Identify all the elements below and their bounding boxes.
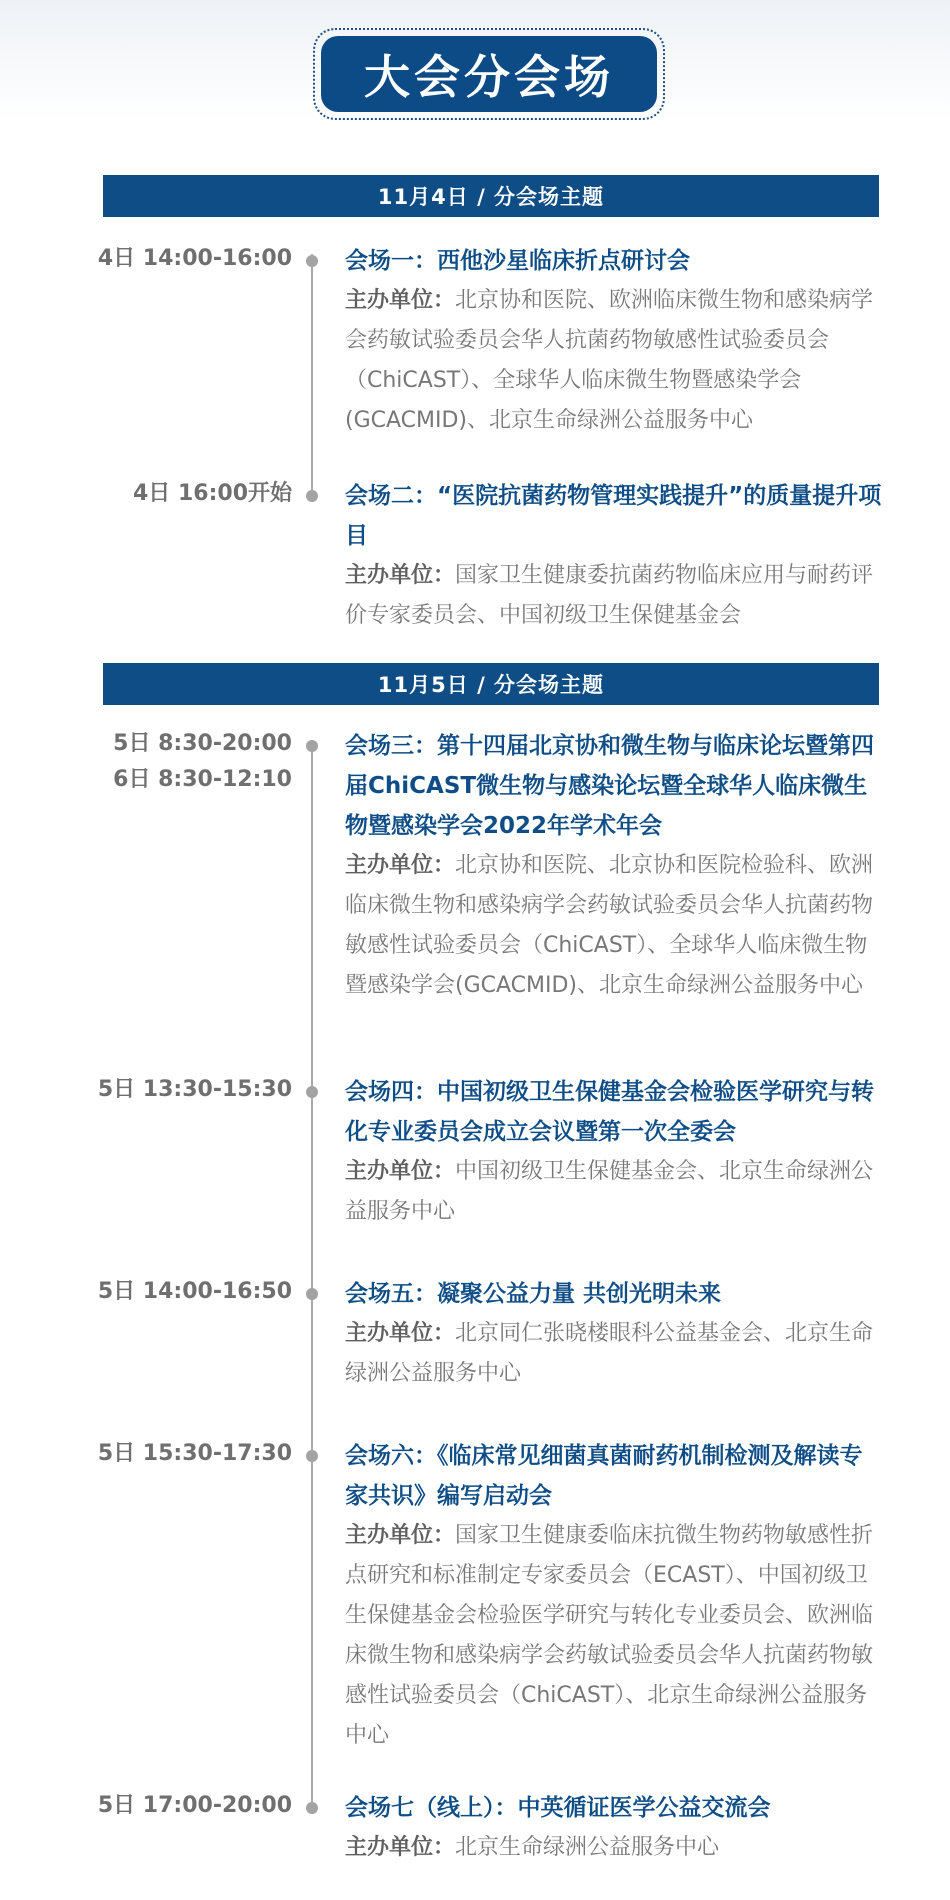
session-host [345,1152,885,1232]
session-time: 5日 17:00-20:00 [97,1793,292,1818]
day-header-nov5: 11月5日 / 分会场主题 [103,663,879,705]
session-time: 5日 14:00-16:50 [97,1279,292,1304]
host-text: 北京生命绿洲公益服务中心 [455,1835,720,1860]
session-title: 会场五：凝聚公益力量 共创光明未来 [345,1281,722,1307]
timeline-dot [306,1450,318,1462]
session-content [345,241,885,441]
session-content [345,1274,885,1394]
timeline-dot [306,1802,318,1814]
session-content [345,1788,885,1868]
session-content [345,1436,885,1756]
title-box [321,36,657,112]
session-host [345,1314,885,1394]
host-text: 国家卫生健康委临床抗微生物药物敏感性折点研究和标准制定专家委员会（ECAST）、中国初级卫生保健基金会检验医学研究与转化专业委员会、欧洲临床微生物和感染病学会药敏试验委员会华人抗菌药物敏感性试验委员会（ChiCAST）、北京生命绿洲公益服务中心 [345,1523,874,1748]
host-label: 主办单位： [345,1321,456,1346]
timeline-dot [306,1288,318,1300]
session-time: 4日 14:00-16:00 [97,246,292,271]
session-content [345,476,885,636]
timeline-line-day2 [311,740,313,1806]
session-title: 会场三：第十四届北京协和微生物与临床论坛暨第四届ChiCAST微生物与感染论坛暨全球华人临床微生物暨感染学会2022年学术年会 [345,733,874,839]
session-title: 会场一：西他沙星临床折点研讨会 [345,248,690,274]
page-title: 大会分会场 [364,50,614,104]
session-host [345,556,885,636]
timeline-line-day1 [311,254,313,494]
host-label: 主办单位： [345,1835,456,1860]
session-time: 5日 13:30-15:30 [97,1077,292,1102]
host-label: 主办单位： [345,288,456,313]
timeline-dot [306,740,318,752]
session-time: 4日 16:00开始 [133,481,292,506]
host-label: 主办单位： [345,853,456,878]
session-title: 会场六：《临床常见细菌真菌耐药机制检测及解读专家共识》编写启动会 [345,1443,863,1509]
session-title: 会场七（线上）：中英循证医学公益交流会 [345,1795,771,1821]
session-title: 会场二：“医院抗菌药物管理实践提升”的质量提升项目 [345,483,882,549]
session-content [345,1072,885,1232]
session-host [345,846,885,1006]
timeline-dot [306,1086,318,1098]
host-text: 国家卫生健康委抗菌药物临床应用与耐药评价专家委员会、中国初级卫生保健基金会 [345,563,874,628]
host-label: 主办单位： [345,563,456,588]
host-text: 北京协和医院、北京协和医院检验科、欧洲临床微生物和感染病学会药敏试验委员会华人抗菌药物敏感性试验委员会（ChiCAST）、全球华人临床微生物暨感染学会(GCACMID)、北京生命绿洲公益服务中心 [345,853,874,998]
timeline-dot [306,490,318,502]
host-text: 北京协和医院、欧洲临床微生物和感染病学会药敏试验委员会华人抗菌药物敏感性试验委员会（ChiCAST）、全球华人临床微生物暨感染学会(GCACMID)、北京生命绿洲公益服务中心 [345,288,874,433]
day-header-nov4: 11月4日 / 分会场主题 [103,175,879,217]
session-host [345,1516,885,1756]
session-time: 5日 15:30-17:30 [97,1441,292,1466]
session-time-2: 6日 8:30-12:10 [113,767,292,792]
timeline-dot [306,255,318,267]
host-text: 中国初级卫生保健基金会、北京生命绿洲公益服务中心 [345,1159,874,1224]
host-label: 主办单位： [345,1159,456,1184]
host-text: 北京同仁张晓楼眼科公益基金会、北京生命绿洲公益服务中心 [345,1321,874,1386]
title-banner [313,28,665,120]
session-content [345,726,885,1006]
host-label: 主办单位： [345,1523,456,1548]
session-time: 5日 8:30-20:00 [113,731,292,756]
session-title: 会场四：中国初级卫生保健基金会检验医学研究与转化专业委员会成立会议暨第一次全委会 [345,1079,874,1145]
session-host [345,281,885,441]
session-host [345,1828,885,1868]
